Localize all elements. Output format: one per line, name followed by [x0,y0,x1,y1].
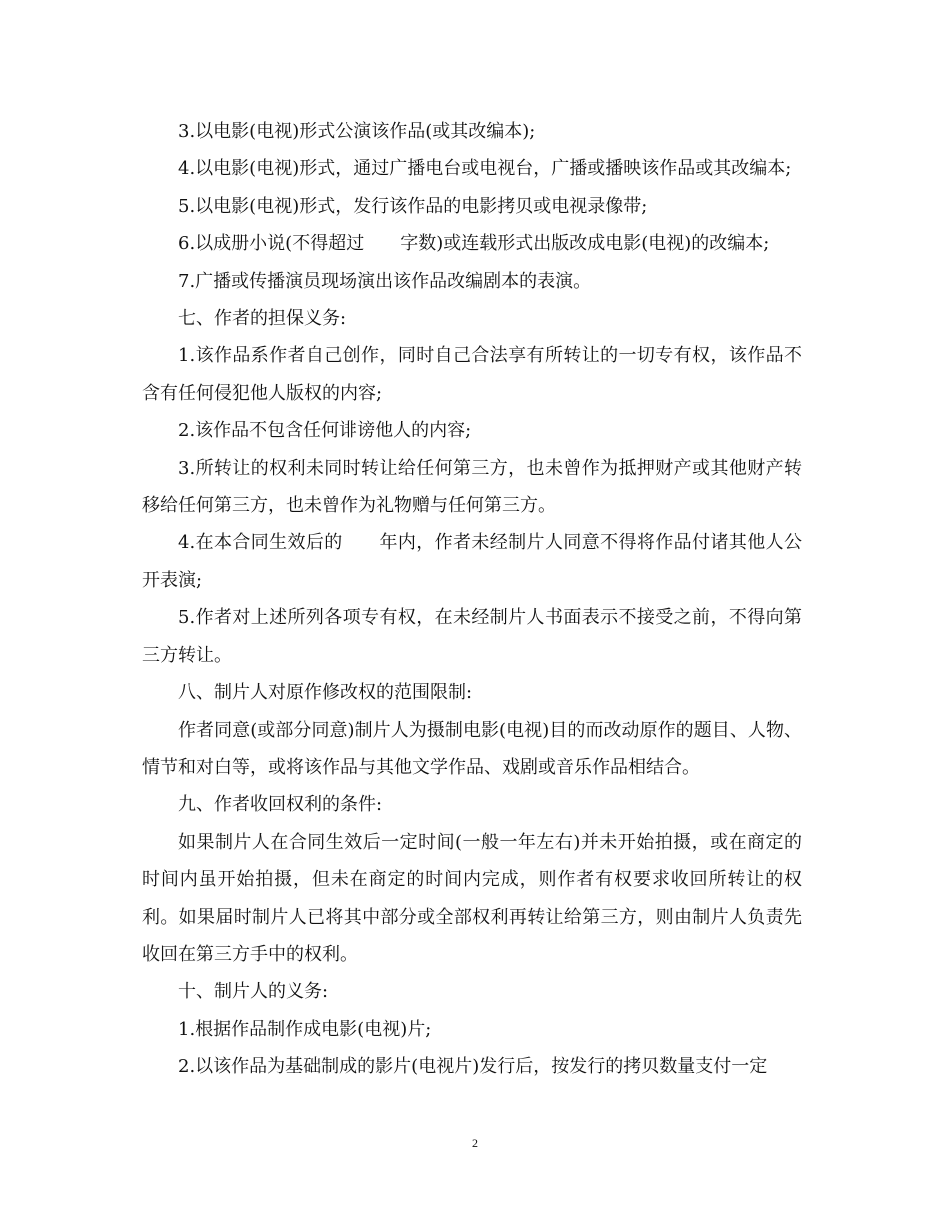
paragraph: 如果制片人在合同生效后一定时间(一般一年左右)并未开始拍摄，或在商定的时间内虽开始拍摄，但未在商定的时间内完成，则作者有权要求收回所转让的权利。如果届时制片人已将其中部分或全部权利再转让给第三方，则由制片人负责先收回在第三方手中的权利。 [142,831,802,965]
paragraph: 2.该作品不包含任何诽谤他人的内容; [178,420,472,442]
section-heading: 八、制片人对原作修改权的范围限制: [178,682,473,704]
section-heading: 十、制片人的义务: [178,981,329,1003]
paragraph: 1.该作品系作者自己创作，同时自己合法享有所转让的一切专有权，该作品不含有任何侵犯他人版权的内容; [142,345,802,404]
paragraph: 2.以该作品为基础制成的影片(电视片)发行后，按发行的拷贝数量支付一定 [178,1056,768,1078]
page-number: 2 [472,1136,478,1150]
paragraph: 4.以电影(电视)形式，通过广播电台或电视台，广播或播映该作品或其改编本; [178,158,792,180]
paragraph: 6.以成册小说(不得超过 字数)或连载形式出版改成电影(电视)的改编本; [178,233,770,255]
paragraph: 4.在本合同生效后的 年内，作者未经制片人同意不得将作品付诸其他人公开表演; [142,532,802,591]
section-heading: 九、作者收回权利的条件: [178,794,383,816]
paragraph: 5.作者对上述所列各项专有权，在未经制片人书面表示不接受之前，不得向第三方转让。 [142,607,802,666]
paragraph: 3.所转让的权利未同时转让给任何第三方，也未曾作为抵押财产或其他财产转移给任何第三方，也未曾作为礼物赠与任何第三方。 [142,457,802,517]
paragraph: 作者同意(或部分同意)制片人为摄制电影(电视)目的而改动原作的题目、人物、情节和对白等，或将该作品与其他文学作品、戏剧或音乐作品相结合。 [142,719,802,778]
document-body [142,113,802,1086]
paragraph: 5.以电影(电视)形式，发行该作品的电影拷贝或电视录像带; [178,195,648,217]
paragraph: 7.广播或传播演员现场演出该作品改编剧本的表演。 [178,270,592,292]
paragraph: 1.根据作品制作成电影(电视)片; [178,1018,432,1040]
paragraph: 3.以电影(电视)形式公演该作品(或其改编本); [178,121,536,142]
section-heading: 七、作者的担保义务: [178,308,347,330]
